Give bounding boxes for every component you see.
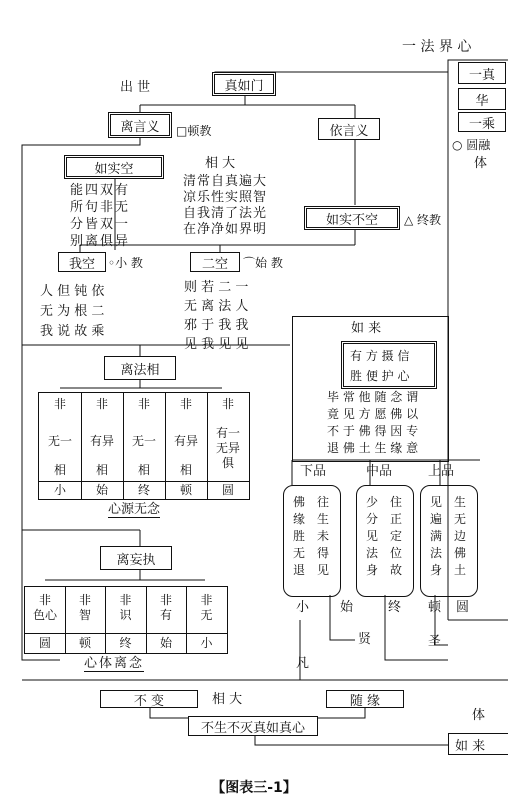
zhenxin-box: 不生不灭真如真心 [188,716,318,736]
bottom-xiangda-label: 相 大 [212,692,243,707]
lifaxiang-col: 非 有异 相 [173,397,198,477]
zhenrumen-box: 真如门 [212,72,276,96]
yifa-jiexin-label: 一 法 界 心 [402,39,472,55]
level-label: 终 [137,483,150,497]
level-label: 顿 [179,483,192,497]
liwangzhi-col: 非 识 [119,593,132,622]
zhongpin-label: 中品 [366,464,393,479]
level-label: 小 [53,483,66,497]
lifaxiang-col: 非 有一无异 俱 [215,397,240,470]
level-dun: 顿 [428,600,442,615]
level-yuan: 圆 [456,600,470,615]
wokong-box: 我空 [58,252,106,272]
yuanrong-label: ○ 圆融 [452,138,491,152]
erkong-box: 二空 [190,252,240,272]
liyan-box: 离言义 [108,112,172,138]
wokong-text: 人 但 钝 依 无 为 根 二 我 说 故 乘 [40,284,105,339]
level-xian: 贤 [358,632,372,647]
xiangda-title: 相 大 [205,156,236,171]
shangpin-col: 见遍满法身 [429,495,442,577]
zhongpin-col: 住正定位故 [389,495,402,577]
level-label: 终 [119,636,132,650]
chushi-label: 出 世 [120,80,151,95]
level-shi: 始 [340,600,354,615]
suiyuan-box: 随 缘 [326,690,404,708]
rulai-text: 毕 常 他 随 念 谓 竟 见 方 愿 佛 以 不 于 佛 得 因 专 退 佛 土 生 缘 意 [327,390,419,455]
level-label: 始 [159,636,172,650]
level-xiao: 小 [296,600,310,615]
level-label: 圆 [38,636,51,650]
liwangzhi-footer: 心体离念 [84,656,145,671]
xiangda-text: 清常自真遍大 凉乐性实照智 自我清了法光 在净净如界明 [183,174,268,237]
rulai-label: 如 来 [351,321,382,336]
erkong-tag: ⌒始 教 [243,256,283,270]
liwangzhi-col: 非 色心 [32,593,57,622]
yicheng-box: 一乘 [458,112,506,132]
lifaxiang-box: 离法相 [104,356,176,380]
liwangzhi-table [24,586,228,654]
liwangzhi-col: 非 有 [159,593,172,622]
liyan-tag: □顿教 [176,124,212,138]
ti-label: 体 [474,156,488,171]
level-fan: 凡 [296,656,310,671]
zhongpin-box [356,485,414,597]
bottom-ti-label: 体 [472,708,486,723]
level-label: 始 [95,483,108,497]
level-label: 圆 [221,483,234,497]
hua-box: 华 [458,88,506,110]
lifaxiang-col: 非 无一 相 [47,397,72,477]
level-sheng: 圣 [428,634,442,649]
rulai-box [292,316,449,462]
xiapin-label: 下品 [300,464,327,479]
yiyan-box: 依言义 [318,118,380,140]
yizhen-box: 一真 [458,62,506,84]
level-label: 顿 [78,636,91,650]
bubian-box: 不 变 [100,690,198,708]
rushibukong-tag: △ 终教 [404,213,442,227]
xiapin-box [283,485,341,597]
zhongpin-col: 少分见法身 [365,495,378,577]
rushikong-box: 如实空 [64,155,164,179]
rushibukong-box: 如实不空 [304,206,400,230]
xiapin-col: 往生未得见 [316,495,329,577]
figure-caption: 【图表三-1】 [211,780,297,796]
lifaxiang-col: 非 无一 相 [131,397,156,477]
shangpin-box [420,485,478,597]
liwangzhi-col: 非 智 [78,593,91,622]
lifaxiang-col: 非 有异 相 [89,397,114,477]
lifaxiang-footer: 心源无念 [108,502,161,517]
level-zhong: 终 [388,600,402,615]
wokong-tag: ◦小 教 [108,256,143,270]
liwangzhi-col: 非 无 [200,593,213,622]
rulai-inner-text: 有 方 摄 信 胜 便 护 心 [350,349,410,383]
rushikong-text: 能四双有 所句非无 分皆双一 别离俱异 [70,183,131,249]
rulai-inner-box [341,341,437,389]
xiapin-col: 佛缘胜无退 [292,495,305,577]
liwangzhi-box: 离妄执 [100,546,172,570]
shangpin-col: 生无边佛土 [453,495,466,577]
shangpin-label: 上品 [428,464,455,479]
bottom-rulai-box: 如 来 [448,733,508,755]
erkong-text: 则 若 二 一 无 离 法 人 邪 于 我 我 见 我 见 见 [184,280,249,352]
level-label: 小 [200,636,213,650]
lifaxiang-table [38,392,250,500]
